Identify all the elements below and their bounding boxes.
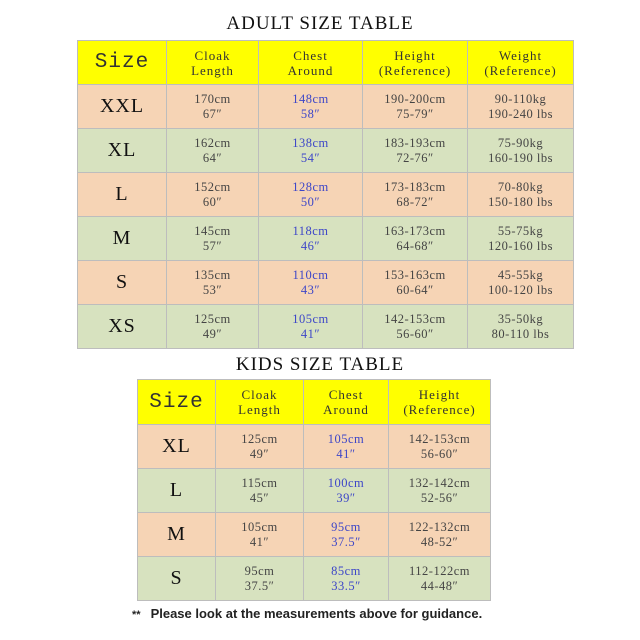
- height-cell: [389, 469, 491, 513]
- chest-cell: [259, 217, 363, 261]
- header-size: Size: [138, 380, 216, 425]
- table-row: [138, 469, 491, 513]
- height-cell: [389, 557, 491, 601]
- chest-value: 148cm: [292, 91, 329, 106]
- kids-size-table-title: KIDS SIZE TABLE: [235, 354, 405, 375]
- chest-value: 128cm: [292, 179, 329, 194]
- weight-value: 45-55kg: [497, 267, 544, 282]
- height-value: 64-68″: [396, 238, 434, 253]
- cloak-value: 45″: [249, 490, 270, 505]
- chest-cell: [304, 425, 389, 469]
- header-weight: Weight (Reference): [468, 41, 574, 85]
- footnote-stars: **: [132, 609, 141, 621]
- chest-cell: [259, 261, 363, 305]
- kids-size-table: [137, 379, 491, 601]
- height-value: 75-79″: [396, 106, 434, 121]
- weight-value: 70-80kg: [497, 179, 544, 194]
- height-value: 190-200cm: [384, 91, 446, 106]
- height-value: 142-153cm: [384, 311, 446, 326]
- cloak-value: 152cm: [194, 179, 231, 194]
- cloak-value: 37.5″: [244, 578, 275, 593]
- table-row: [78, 217, 574, 261]
- cloak-value: 67″: [202, 106, 223, 121]
- chest-value: 54″: [300, 150, 321, 165]
- kids-header-row: [138, 380, 491, 425]
- cloak-cell: [167, 261, 259, 305]
- size-label: XS: [78, 305, 167, 349]
- chest-cell: [304, 469, 389, 513]
- cloak-value: 57″: [202, 238, 223, 253]
- height-cell: [363, 129, 468, 173]
- chest-value: 58″: [300, 106, 321, 121]
- chest-cell: [259, 173, 363, 217]
- chest-value: 50″: [300, 194, 321, 209]
- weight-value: 150-180 lbs: [488, 194, 553, 209]
- cloak-value: 41″: [249, 534, 270, 549]
- header-height: Height (Reference): [389, 380, 491, 425]
- cloak-value: 162cm: [194, 135, 231, 150]
- size-label: L: [78, 173, 167, 217]
- table-row: [78, 261, 574, 305]
- cloak-value: 135cm: [194, 267, 231, 282]
- weight-value: 55-75kg: [497, 223, 544, 238]
- height-cell: [363, 261, 468, 305]
- height-value: 68-72″: [396, 194, 434, 209]
- cloak-cell: [167, 173, 259, 217]
- header-chest-around: Chest Around: [304, 380, 389, 425]
- cloak-cell: [216, 469, 304, 513]
- footnote-text: Please look at the measurements above for guidance.: [150, 606, 483, 621]
- height-value: 173-183cm: [384, 179, 446, 194]
- table-row: [78, 85, 574, 129]
- height-value: 60-64″: [396, 282, 434, 297]
- size-label: M: [78, 217, 167, 261]
- size-label: XL: [78, 129, 167, 173]
- chest-cell: [259, 129, 363, 173]
- adult-size-table: [77, 40, 574, 349]
- chest-cell: [259, 305, 363, 349]
- cloak-cell: [167, 129, 259, 173]
- chest-value: 39″: [336, 490, 356, 505]
- cloak-value: 105cm: [241, 519, 278, 534]
- weight-cell: [468, 173, 574, 217]
- height-cell: [363, 305, 468, 349]
- height-value: 56-60″: [420, 446, 459, 461]
- weight-cell: [468, 261, 574, 305]
- table-row: [138, 425, 491, 469]
- size-label: XL: [138, 425, 216, 469]
- cloak-value: 64″: [202, 150, 223, 165]
- size-label: L: [138, 469, 216, 513]
- chest-cell: [259, 85, 363, 129]
- chest-value: 100cm: [327, 475, 365, 490]
- weight-cell: [468, 129, 574, 173]
- header-size: Size: [78, 41, 167, 85]
- weight-value: 100-120 lbs: [488, 282, 553, 297]
- height-cell: [389, 513, 491, 557]
- height-value: 48-52″: [420, 534, 459, 549]
- cloak-cell: [167, 217, 259, 261]
- chest-cell: [304, 557, 389, 601]
- weight-cell: [468, 305, 574, 349]
- height-cell: [363, 217, 468, 261]
- height-value: 72-76″: [396, 150, 434, 165]
- header-cloak-length: Cloak Length: [216, 380, 304, 425]
- weight-value: 35-50kg: [497, 311, 544, 326]
- cloak-cell: [216, 425, 304, 469]
- height-value: 44-48″: [420, 578, 459, 593]
- height-value: 122-132cm: [408, 519, 471, 534]
- cloak-value: 145cm: [194, 223, 231, 238]
- cloak-value: 115cm: [241, 475, 278, 490]
- weight-value: 120-160 lbs: [488, 238, 553, 253]
- weight-cell: [468, 85, 574, 129]
- cloak-value: 49″: [202, 326, 223, 341]
- height-cell: [389, 425, 491, 469]
- chest-value: 95cm: [331, 519, 361, 534]
- size-label: S: [78, 261, 167, 305]
- cloak-value: 95cm: [244, 563, 275, 578]
- height-cell: [363, 173, 468, 217]
- table-row: [78, 305, 574, 349]
- cloak-value: 60″: [202, 194, 223, 209]
- chest-value: 33.5″: [331, 578, 361, 593]
- cloak-value: 125cm: [194, 311, 231, 326]
- header-cloak-length: Cloak Length: [167, 41, 259, 85]
- height-value: 163-173cm: [384, 223, 446, 238]
- chest-cell: [304, 513, 389, 557]
- cloak-cell: [167, 305, 259, 349]
- size-label: S: [138, 557, 216, 601]
- chest-value: 105cm: [292, 311, 329, 326]
- chest-value: 37.5″: [331, 534, 361, 549]
- weight-value: 190-240 lbs: [488, 106, 553, 121]
- header-height: Height (Reference): [363, 41, 468, 85]
- height-value: 153-163cm: [384, 267, 446, 282]
- adult-size-table-title: ADULT SIZE TABLE: [226, 13, 414, 34]
- chest-value: 46″: [300, 238, 321, 253]
- chest-value: 138cm: [292, 135, 329, 150]
- weight-value: 90-110kg: [494, 91, 547, 106]
- height-cell: [363, 85, 468, 129]
- table-row: [78, 129, 574, 173]
- cloak-cell: [216, 557, 304, 601]
- cloak-value: 49″: [249, 446, 270, 461]
- height-value: 56-60″: [396, 326, 434, 341]
- weight-value: 80-110 lbs: [491, 326, 550, 341]
- chest-value: 85cm: [331, 563, 361, 578]
- measurement-footnote: [132, 606, 482, 621]
- table-row: [138, 557, 491, 601]
- size-label: M: [138, 513, 216, 557]
- cloak-cell: [216, 513, 304, 557]
- chest-value: 110cm: [292, 267, 329, 282]
- chest-value: 118cm: [292, 223, 329, 238]
- table-row: [78, 173, 574, 217]
- chest-value: 41″: [300, 326, 321, 341]
- table-row: [138, 513, 491, 557]
- header-chest-around: Chest Around: [259, 41, 363, 85]
- height-value: 142-153cm: [408, 431, 471, 446]
- weight-value: 160-190 lbs: [488, 150, 553, 165]
- adult-header-row: [78, 41, 574, 85]
- cloak-value: 125cm: [241, 431, 278, 446]
- weight-value: 75-90kg: [497, 135, 544, 150]
- cloak-value: 53″: [202, 282, 223, 297]
- chest-value: 43″: [300, 282, 321, 297]
- height-value: 52-56″: [420, 490, 459, 505]
- chest-value: 105cm: [327, 431, 365, 446]
- cloak-value: 170cm: [194, 91, 231, 106]
- cloak-cell: [167, 85, 259, 129]
- chest-value: 41″: [336, 446, 356, 461]
- height-value: 112-122cm: [409, 563, 470, 578]
- height-value: 132-142cm: [408, 475, 471, 490]
- height-value: 183-193cm: [384, 135, 446, 150]
- size-label: XXL: [78, 85, 167, 129]
- weight-cell: [468, 217, 574, 261]
